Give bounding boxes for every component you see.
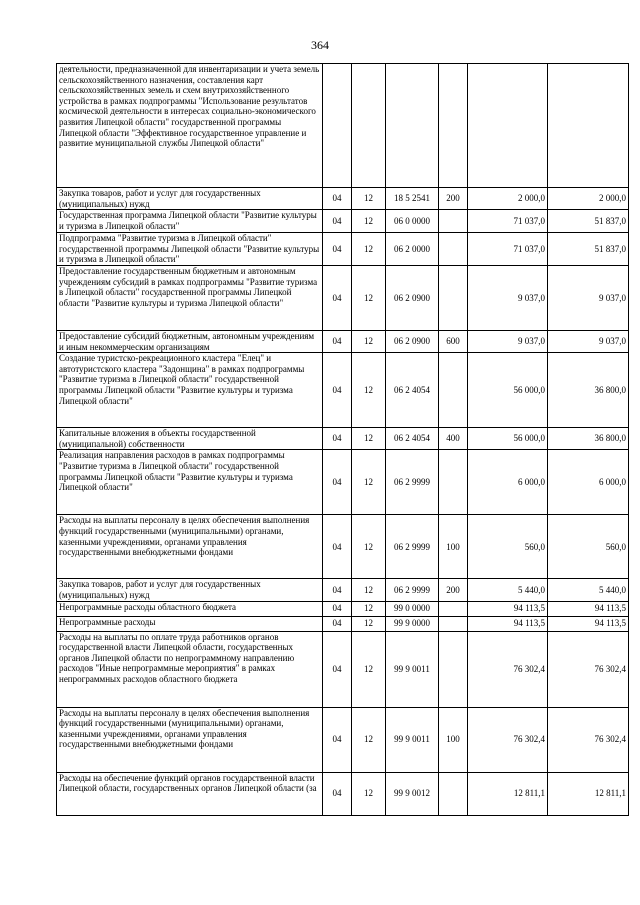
- row-subsection: 12: [352, 707, 386, 772]
- row-expense-type: [439, 233, 468, 266]
- row-name: Закупка товаров, работ и услуг для государственных (муниципальных) нужд: [57, 188, 323, 210]
- page-number: 364: [311, 38, 329, 52]
- row-amount-2: 9 037,0: [548, 330, 629, 352]
- row-target-article: 06 2 0900: [386, 330, 439, 352]
- row-amount-2: 5 440,0: [548, 579, 629, 601]
- row-amount-1: 2 000,0: [468, 188, 548, 210]
- row-amount-2: 51 837,0: [548, 210, 629, 233]
- row-amount-2: 94 113,5: [548, 616, 629, 631]
- table-row: [57, 616, 629, 631]
- row-section: 04: [323, 707, 352, 772]
- row-section: 04: [323, 515, 352, 579]
- row-amount-2: 76 302,4: [548, 631, 629, 707]
- row-name: Непрограммные расходы: [57, 616, 323, 631]
- row-subsection: 12: [352, 233, 386, 266]
- row-target-article: 06 2 9999: [386, 579, 439, 601]
- row-target-article: 06 2 9999: [386, 450, 439, 515]
- row-amount-1: 71 037,0: [468, 233, 548, 266]
- row-name: деятельности, предназначенной для инвентаризации и учета земель сельскохозяйственного назначения, составления карт сельскохозяйственных земель и схем внутрихозяйственного устройства в рамках подпрограммы "Использование результатов космической деятельности в интересах социально-экономического развития Липецкой области" государственной программы Липецкой области "Эффективное государственное управление и развитие муниципальной службы Липецкой области": [57, 64, 323, 188]
- row-subsection: 12: [352, 353, 386, 428]
- row-section: 04: [323, 188, 352, 210]
- row-target-article: 99 0 0000: [386, 601, 439, 616]
- row-amount-2: 76 302,4: [548, 707, 629, 772]
- table-row: [57, 353, 629, 428]
- budget-table: [56, 63, 629, 816]
- row-amount-1: 560,0: [468, 515, 548, 579]
- row-amount-1: 94 113,5: [468, 616, 548, 631]
- row-subsection: 12: [352, 772, 386, 815]
- table-row: [57, 428, 629, 450]
- row-amount-2: [548, 64, 629, 188]
- row-subsection: 12: [352, 428, 386, 450]
- row-name: Создание туристско-рекреационного кластера "Елец" и автотуристского кластера "Задонщина" в рамках подпрограммы "Развитие туризма в Липецкой области" государственной программы Липецкой области "Развитие культуры и туризма Липецкой области": [57, 353, 323, 428]
- row-section: [323, 64, 352, 188]
- row-subsection: 12: [352, 210, 386, 233]
- row-name: Реализация направления расходов в рамках подпрограммы "Развитие туризма в Липецкой области" государственной программы Липецкой области "Развитие культуры и туризма Липецкой области": [57, 450, 323, 515]
- row-subsection: [352, 64, 386, 188]
- row-subsection: 12: [352, 265, 386, 330]
- row-amount-1: 12 811,1: [468, 772, 548, 815]
- table-row: [57, 450, 629, 515]
- row-section: 04: [323, 210, 352, 233]
- row-amount-1: 71 037,0: [468, 210, 548, 233]
- table-row: [57, 188, 629, 210]
- row-name: Расходы на обеспечение функций органов государственной власти Липецкой области, государственных органов Липецкой области (за: [57, 772, 323, 815]
- row-subsection: 12: [352, 188, 386, 210]
- table-row: [57, 772, 629, 815]
- row-target-article: 06 2 4054: [386, 428, 439, 450]
- row-expense-type: 200: [439, 188, 468, 210]
- row-section: 04: [323, 330, 352, 352]
- row-target-article: [386, 64, 439, 188]
- row-name: Расходы на выплаты по оплате труда работников органов государственной власти Липецкой области, государственных органов Липецкой области по непрограммному направлению расходов "Иные непрограммные мероприятия" в рамках непрограммных расходов областного бюджета: [57, 631, 323, 707]
- row-amount-2: 36 800,0: [548, 353, 629, 428]
- table-row: [57, 601, 629, 616]
- row-amount-1: 9 037,0: [468, 265, 548, 330]
- row-section: 04: [323, 233, 352, 266]
- table-row: [57, 579, 629, 601]
- row-target-article: 06 2 0900: [386, 265, 439, 330]
- table-row: [57, 631, 629, 707]
- row-subsection: 12: [352, 515, 386, 579]
- row-amount-1: 56 000,0: [468, 428, 548, 450]
- row-amount-1: 76 302,4: [468, 631, 548, 707]
- row-amount-1: 56 000,0: [468, 353, 548, 428]
- row-amount-1: 5 440,0: [468, 579, 548, 601]
- row-target-article: 06 2 4054: [386, 353, 439, 428]
- table-row: [57, 210, 629, 233]
- row-name: Подпрограмма "Развитие туризма в Липецкой области" государственной программы Липецкой области "Развитие культуры и туризма в Липецкой области": [57, 233, 323, 266]
- table-row: [57, 64, 629, 188]
- row-target-article: 06 2 0000: [386, 233, 439, 266]
- row-name: Непрограммные расходы областного бюджета: [57, 601, 323, 616]
- row-expense-type: [439, 210, 468, 233]
- row-expense-type: 100: [439, 707, 468, 772]
- row-amount-2: 2 000,0: [548, 188, 629, 210]
- row-amount-1: 76 302,4: [468, 707, 548, 772]
- row-expense-type: [439, 616, 468, 631]
- row-target-article: 99 9 0011: [386, 707, 439, 772]
- row-section: 04: [323, 616, 352, 631]
- row-amount-1: 9 037,0: [468, 330, 548, 352]
- row-expense-type: [439, 353, 468, 428]
- table-row: [57, 233, 629, 266]
- row-expense-type: 400: [439, 428, 468, 450]
- row-amount-1: 6 000,0: [468, 450, 548, 515]
- row-amount-2: 9 037,0: [548, 265, 629, 330]
- row-subsection: 12: [352, 330, 386, 352]
- budget-table-body: [57, 64, 629, 816]
- row-amount-2: 51 837,0: [548, 233, 629, 266]
- row-expense-type: 100: [439, 515, 468, 579]
- row-expense-type: [439, 450, 468, 515]
- row-expense-type: [439, 601, 468, 616]
- row-target-article: 99 9 0011: [386, 631, 439, 707]
- row-subsection: 12: [352, 631, 386, 707]
- row-amount-1: [468, 64, 548, 188]
- row-section: 04: [323, 601, 352, 616]
- row-amount-2: 94 113,5: [548, 601, 629, 616]
- row-amount-2: 12 811,1: [548, 772, 629, 815]
- row-name: Предоставление государственным бюджетным и автономным учреждениям субсидий в рамках подпрограммы "Развитие туризма в Липецкой области" государственной программы Липецкой области "Развитие культуры и туризма Липецкой области": [57, 265, 323, 330]
- row-amount-2: 560,0: [548, 515, 629, 579]
- row-section: 04: [323, 772, 352, 815]
- row-amount-1: 94 113,5: [468, 601, 548, 616]
- table-row: [57, 330, 629, 352]
- row-name: Расходы на выплаты персоналу в целях обеспечения выполнения функций государственными (муниципальными) органами, казенными учреждениями, органами управления государственными внебюджетными фондами: [57, 707, 323, 772]
- row-amount-2: 36 800,0: [548, 428, 629, 450]
- row-subsection: 12: [352, 579, 386, 601]
- table-row: [57, 265, 629, 330]
- table-row: [57, 515, 629, 579]
- row-subsection: 12: [352, 450, 386, 515]
- row-section: 04: [323, 450, 352, 515]
- row-expense-type: [439, 265, 468, 330]
- row-name: Капитальные вложения в объекты государственной (муниципальной) собственности: [57, 428, 323, 450]
- row-target-article: 06 0 0000: [386, 210, 439, 233]
- row-name: Расходы на выплаты персоналу в целях обеспечения выполнения функций государственными (муниципальными) органами, казенными учреждениями, органами управления государственными внебюджетными фондами: [57, 515, 323, 579]
- row-name: Закупка товаров, работ и услуг для государственных (муниципальных) нужд: [57, 579, 323, 601]
- row-subsection: 12: [352, 601, 386, 616]
- row-section: 04: [323, 428, 352, 450]
- row-name: Предоставление субсидий бюджетным, автономным учреждениям и иным некоммерческим организациям: [57, 330, 323, 352]
- row-section: 04: [323, 579, 352, 601]
- row-expense-type: [439, 772, 468, 815]
- row-section: 04: [323, 353, 352, 428]
- row-amount-2: 6 000,0: [548, 450, 629, 515]
- row-expense-type: 600: [439, 330, 468, 352]
- row-target-article: 06 2 9999: [386, 515, 439, 579]
- row-target-article: 18 5 2541: [386, 188, 439, 210]
- row-name: Государственная программа Липецкой области "Развитие культуры и туризма в Липецкой области": [57, 210, 323, 233]
- row-subsection: 12: [352, 616, 386, 631]
- row-section: 04: [323, 265, 352, 330]
- row-expense-type: 200: [439, 579, 468, 601]
- row-target-article: 99 9 0012: [386, 772, 439, 815]
- table-row: [57, 707, 629, 772]
- row-expense-type: [439, 631, 468, 707]
- row-expense-type: [439, 64, 468, 188]
- row-section: 04: [323, 631, 352, 707]
- row-target-article: 99 9 0000: [386, 616, 439, 631]
